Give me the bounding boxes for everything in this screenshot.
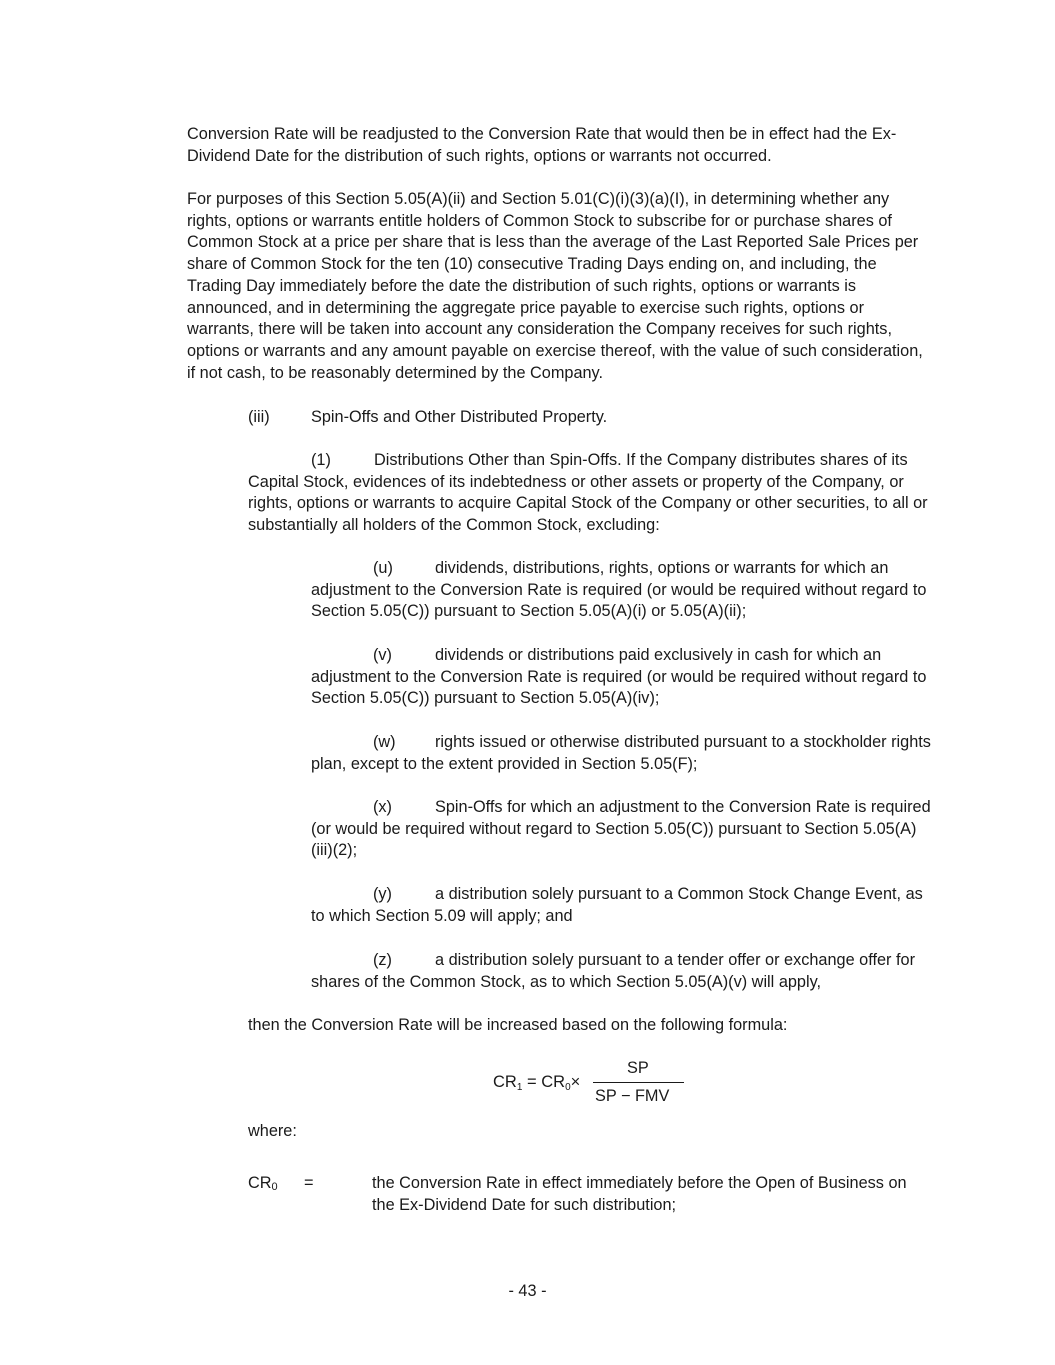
exclusion-text: dividends or distributions paid exclusively in cash for which an adjustment to the Conversion Rate is required (or would be required without regard to Section 5.05(C)) pursuant to Section 5.05(A)(iv); xyxy=(311,646,927,708)
formula-lhs xyxy=(493,1072,580,1099)
exclusion-label: (z) xyxy=(373,951,392,969)
conversion-rate-formula xyxy=(493,1058,693,1110)
section-iii-label: (iii) xyxy=(248,408,270,426)
formula-equals: = xyxy=(527,1073,537,1091)
exclusion-item-u xyxy=(311,558,936,623)
exclusion-label: (w) xyxy=(373,733,396,751)
exclusion-item-v xyxy=(311,645,936,710)
exclusion-item-z xyxy=(311,950,936,993)
exclusion-text: a distribution solely pursuant to a Common Stock Change Event, as to which Section 5.09 will apply; and xyxy=(311,885,923,925)
section-iii-title: Spin-Offs and Other Distributed Property. xyxy=(311,408,608,426)
exclusion-label: (y) xyxy=(373,885,392,903)
formula-cr0-sub: 0 xyxy=(565,1082,571,1093)
exclusion-text: dividends, distributions, rights, options or warrants for which an adjustment to the Conversion Rate is required (or would be required without regard to Section 5.05(C)) pursuant to Section 5.05(A)(i) or 5.05(A)(ii); xyxy=(311,559,927,621)
where-label: where: xyxy=(248,1122,297,1140)
formula-fraction-bar xyxy=(593,1082,684,1083)
exclusion-label: (u) xyxy=(373,559,393,577)
formula-cr1-base: CR xyxy=(493,1073,517,1091)
exclusion-text: a distribution solely pursuant to a tender offer or exchange offer for shares of the Common Stock, as to which Section 5.05(A)(v) will apply, xyxy=(311,951,915,991)
exclusion-item-x xyxy=(311,797,936,862)
definition-symbol-base: CR xyxy=(248,1174,272,1192)
definition-text: the Conversion Rate in effect immediately before the Open of Business on the Ex-Dividend Date for such distribution; xyxy=(372,1174,907,1214)
purposes-paragraph: For purposes of this Section 5.05(A)(ii) and Section 5.01(C)(i)(3)(a)(I), in determining whether any rights, options or warrants entitle holders of Common Stock to subscribe for or purchase shares of Common Stock at a price per share that is less than the average of the Last Reported Sale Prices per share of Common Stock for the ten (10) consecutive Trading Days ending on, and including, the Trading Day immediately before the date the distribution of such rights, options or warrants is announced, and in determining the aggregate price payable to exercise such rights, options or warrants, there will be taken into account any consideration the Company receives for such rights, options or warrants and any amount payable on exercise thereof, with the value of such consideration, if not cash, to be reasonably determined by the Company. xyxy=(187,190,923,382)
definition-symbol xyxy=(248,1173,278,1199)
exclusion-label: (v) xyxy=(373,646,392,664)
page-number: - 43 - xyxy=(508,1282,547,1300)
definition-row-cr0 xyxy=(248,1173,938,1217)
formula-cr0-base: CR xyxy=(541,1073,566,1091)
definition-equals: = xyxy=(304,1174,314,1192)
formula-intro: then the Conversion Rate will be increased based on the following formula: xyxy=(248,1016,788,1034)
formula-numerator: SP xyxy=(627,1059,649,1077)
formula-times: × xyxy=(570,1073,581,1091)
subsection-1-paragraph xyxy=(248,450,938,537)
exclusion-text: Spin-Offs for which an adjustment to the Conversion Rate is required (or would be required without regard to Section 5.05(C)) pursuant to Section 5.05(A)(iii)(2); xyxy=(311,798,931,860)
exclusion-item-y xyxy=(311,884,936,927)
definition-symbol-sub: 0 xyxy=(271,1181,278,1193)
formula-denominator: SP − FMV xyxy=(595,1087,670,1105)
section-iii-heading xyxy=(248,407,848,429)
formula-cr1-sub: 1 xyxy=(516,1082,523,1093)
exclusion-text: rights issued or otherwise distributed pursuant to a stockholder rights plan, except to the extent provided in Section 5.05(F); xyxy=(311,733,931,773)
exclusion-item-w xyxy=(311,732,936,775)
subsection-1-text: Distributions Other than Spin-Offs. If the Company distributes shares of its Capital Stock, evidences of its indebtedness or other assets or property of the Company, or rights, options or warrants to acquire Capital Stock of the Company or other securities, to all or substantially all holders of the Common Stock, excluding: xyxy=(248,451,928,535)
continuation-paragraph: Conversion Rate will be readjusted to the Conversion Rate that would then be in effect had the Ex-Dividend Date for the distribution of such rights, options or warrants not occurred. xyxy=(187,125,897,165)
subsection-1-label: (1) xyxy=(311,451,331,469)
exclusion-label: (x) xyxy=(373,798,392,816)
